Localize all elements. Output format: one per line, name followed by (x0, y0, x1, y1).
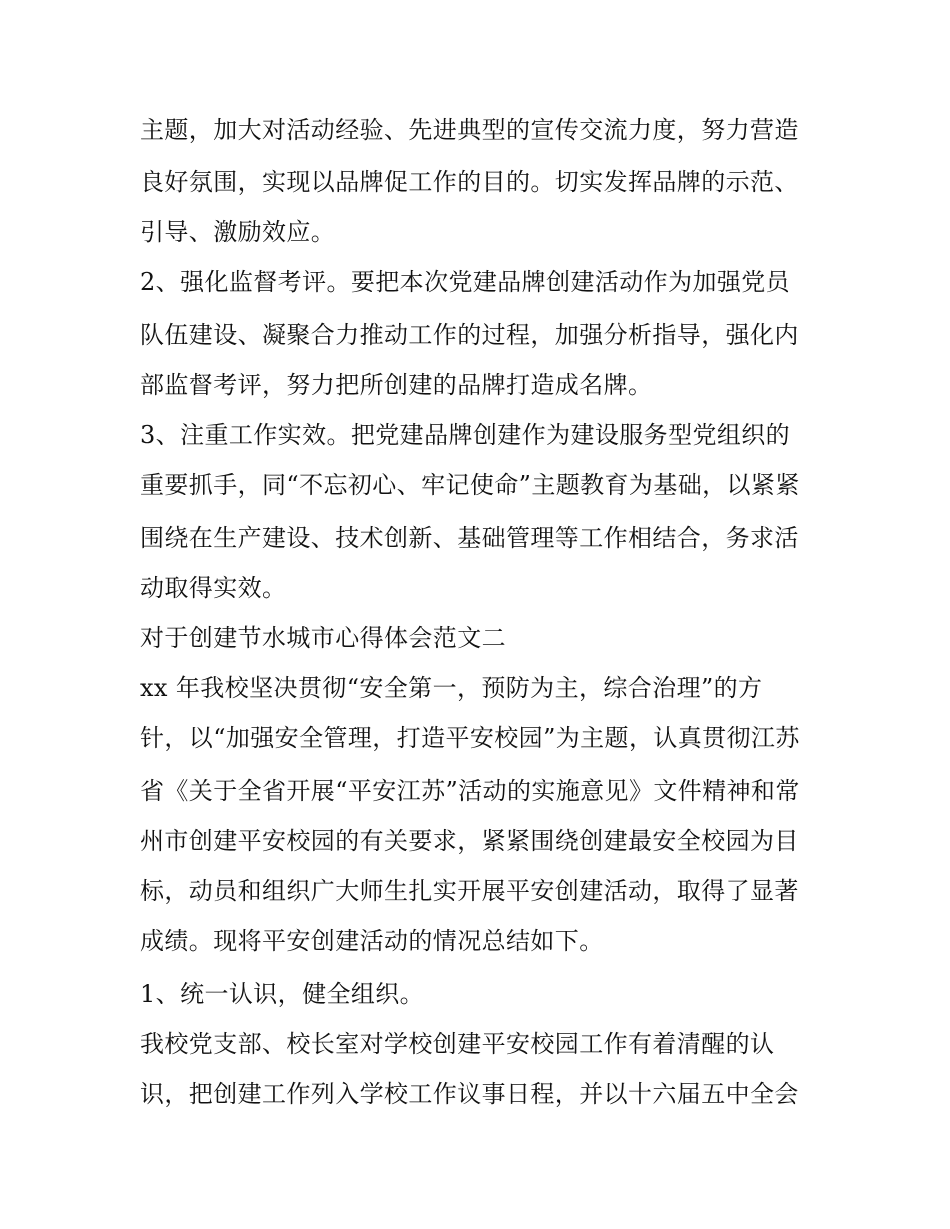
text-line: 围绕在生产建设、技术创新、基础管理等工作相结合，务求活 (140, 524, 799, 552)
text-line: 2、强化监督考评。要把本次党建品牌创建活动作为加强党员 (140, 268, 791, 296)
text-line: 省《关于全省开展“平安江苏”活动的实施意见》文件精神和常 (140, 777, 800, 805)
text-line: 我校党支部、校长室对学校创建平安校园工作有着清醒的认 (140, 1030, 775, 1058)
text-line: 良好氛围，实现以品牌促工作的目的。切实发挥品牌的示范、 (140, 168, 799, 196)
text-line: xx 年我校坚决贯彻“安全第一，预防为主，综合治理”的方 (140, 674, 763, 702)
text-line: 识，把创建工作列入学校工作议事日程，并以十六届五中全会 (140, 1080, 799, 1108)
text-line: 成绩。现将平安创建活动的情况总结如下。 (140, 927, 604, 955)
text-line: 重要抓手，同“不忘初心、牢记使命”主题教育为基础，以紧紧 (140, 471, 800, 499)
text-line: 州市创建平安校园的有关要求，紧紧围绕创建最安全校园为目 (140, 827, 799, 855)
text-line: 队伍建设、凝聚合力推动工作的过程，加强分析指导，强化内 (140, 321, 799, 349)
text-line: 针，以“加强安全管理，打造平安校园”为主题，认真贯彻江苏 (140, 724, 800, 752)
text-line: 主题，加大对活动经验、先进典型的宣传交流力度，努力营造 (140, 116, 799, 144)
text-line: 动取得实效。 (140, 574, 287, 602)
text-line: 部监督考评，努力把所创建的品牌打造成名牌。 (140, 371, 653, 399)
text-line: 标，动员和组织广大师生扎实开展平安创建活动，取得了显著 (140, 877, 799, 905)
text-line: 1、统一认识，健全组织。 (140, 980, 425, 1008)
text-line: 3、注重工作实效。把党建品牌创建作为建设服务型党组织的 (140, 421, 791, 449)
section-heading: 对于创建节水城市心得体会范文二 (140, 624, 506, 652)
text-line: 引导、激励效应。 (140, 218, 336, 246)
